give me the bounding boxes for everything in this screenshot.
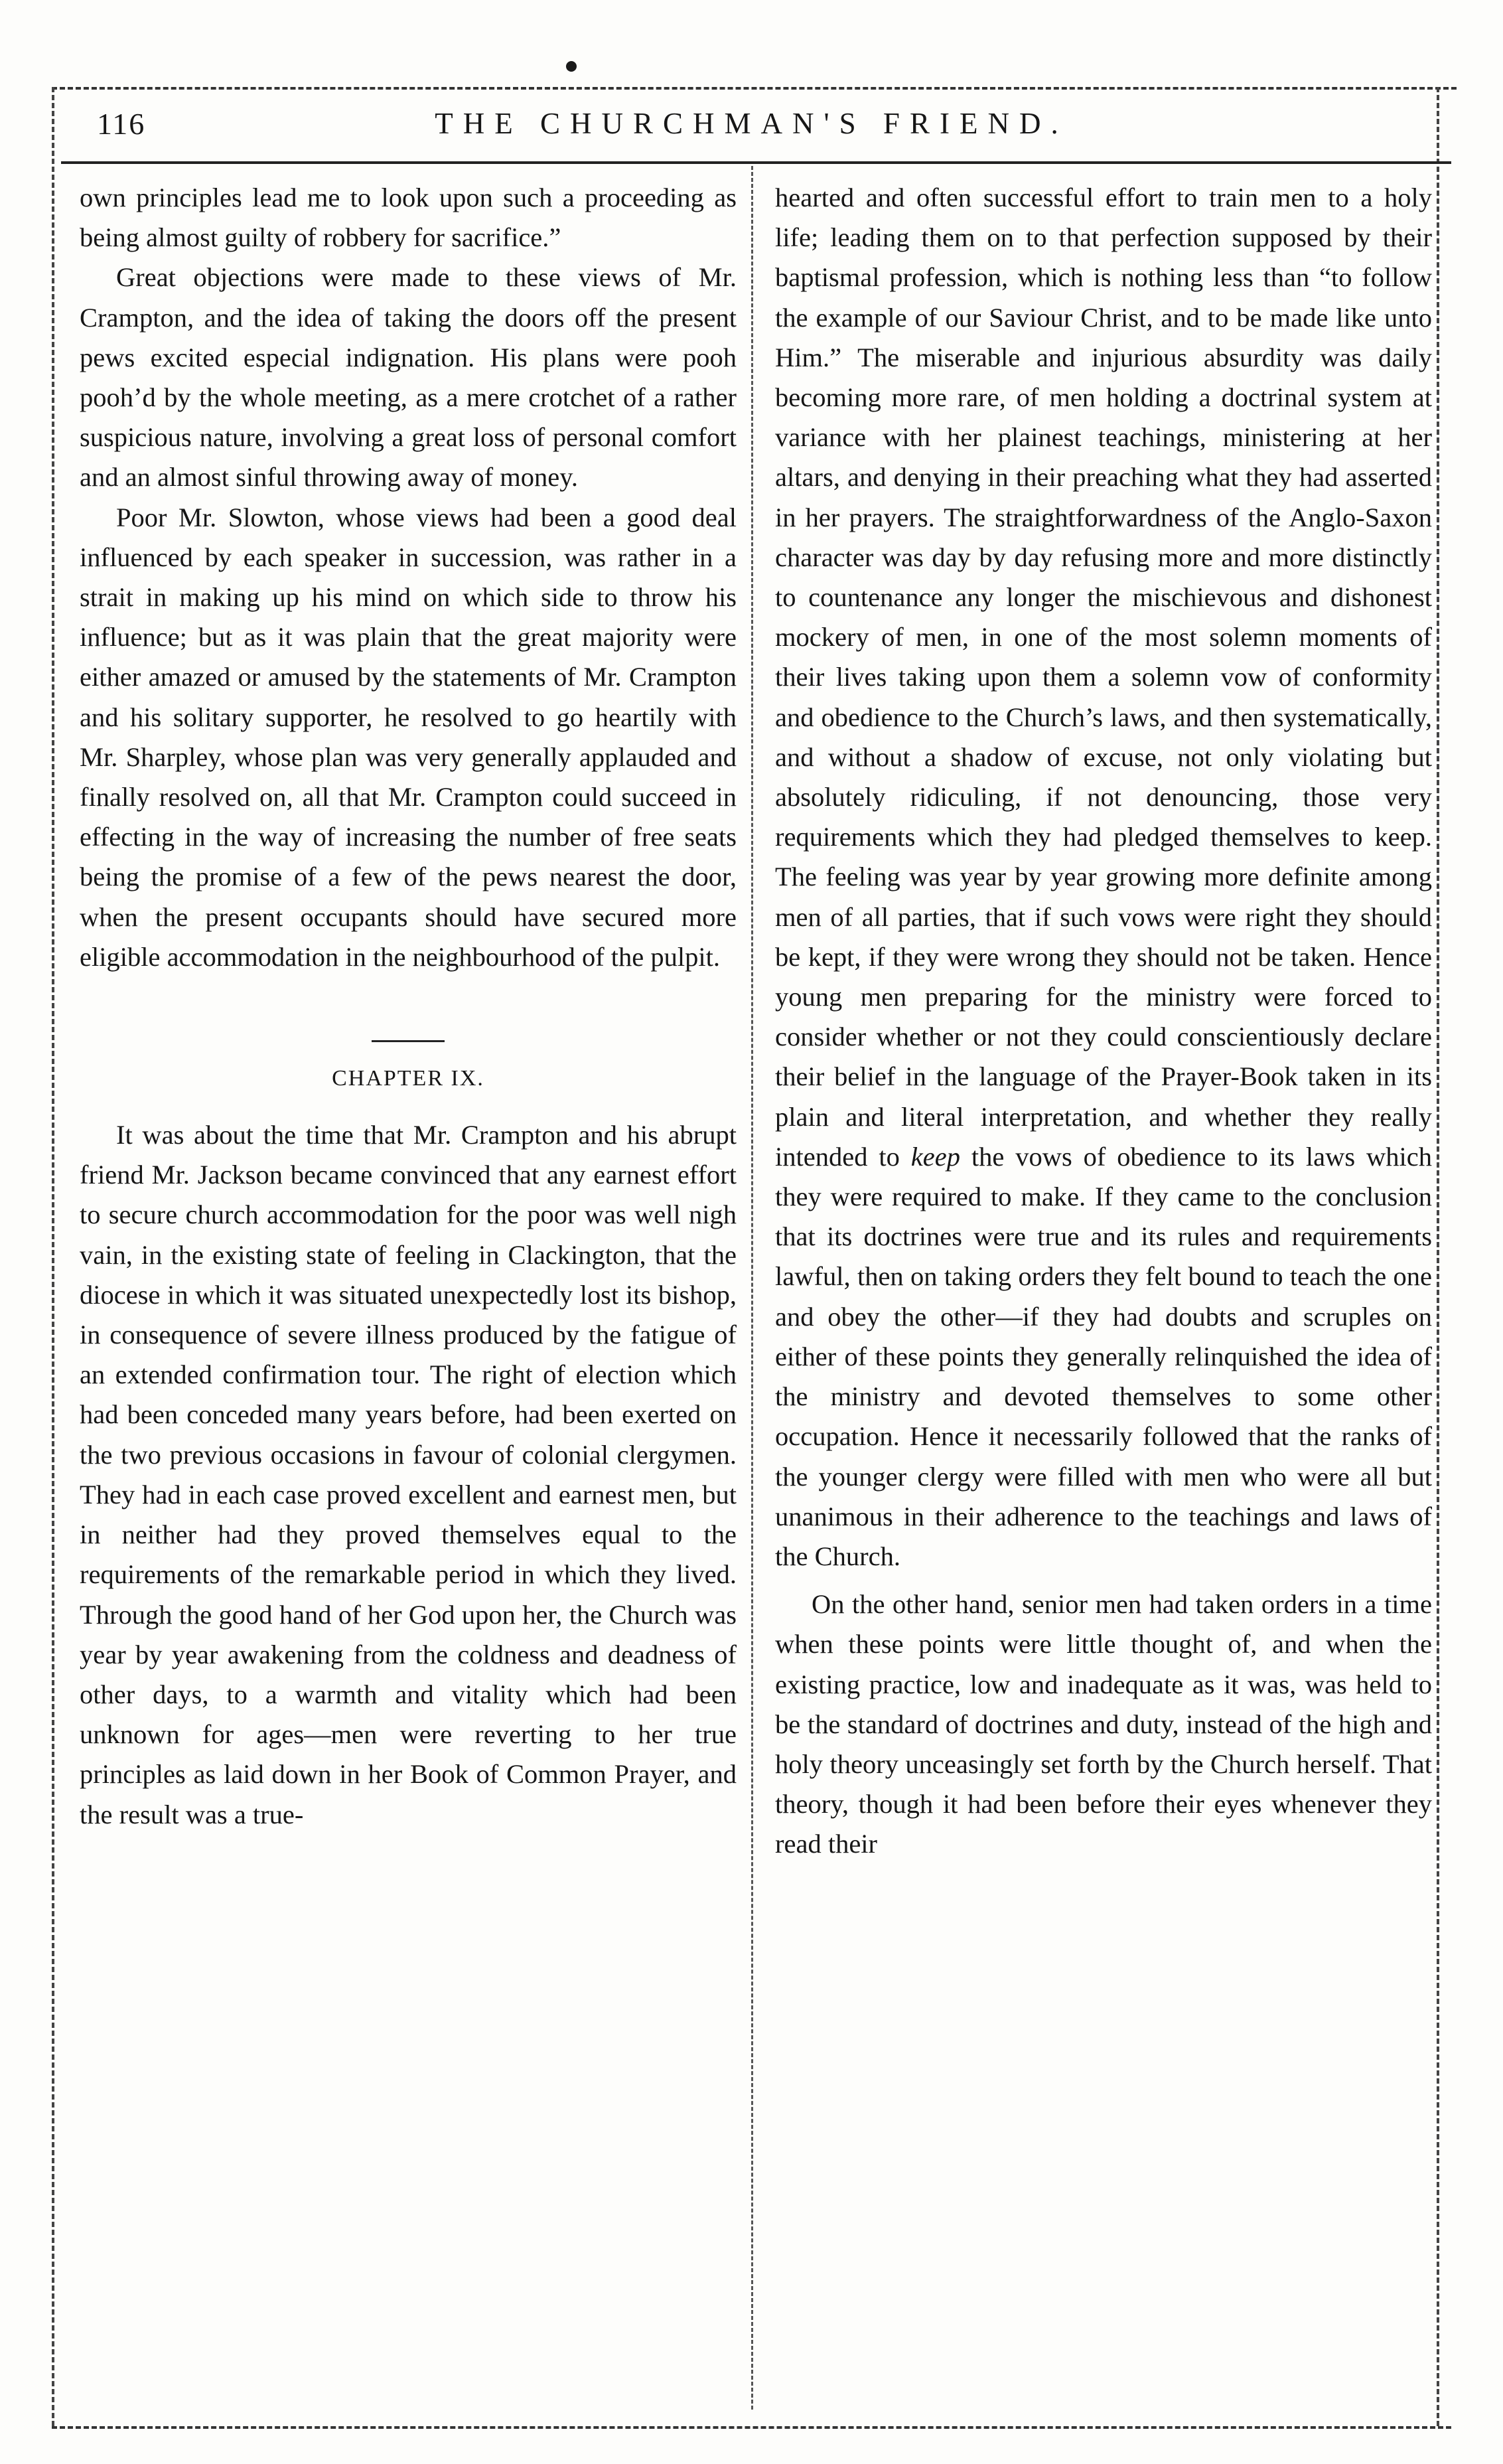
top-border xyxy=(52,87,1457,90)
left-column xyxy=(80,178,737,1835)
running-title: THE CHURCHMAN'S FRIEND. xyxy=(435,107,1068,140)
paragraph xyxy=(775,178,1432,1577)
header-rule xyxy=(61,161,1451,164)
chapter-heading: CHAPTER IX. xyxy=(332,1066,484,1091)
paragraph: Great objections were made to these views of Mr. Crampton, and the idea of taking the doors off the present pews excited especial indignation. His plans were pooh pooh’d by the whole meeting, as a mere crotchet of a rather suspicious nature, involving a great loss of personal comfort and an almost sinful throwing away of money. xyxy=(80,262,737,493)
print-mark xyxy=(566,61,577,72)
paragraph: Poor Mr. Slowton, whose views had been a good deal influenced by each speaker in succession, was rather in a strait in making up his mind on which side to throw his influence; but as it was plain that the great majority were either amazed or amused by the statements of Mr. Crampton and his solitary supporter, he resolved to go heartily with Mr. Sharpley, whose plan was very generally applauded and finally resolved on, all that Mr. Crampton could succeed in effecting in the way of increasing the number of free seats being the promise of a few of the pews nearest the door, when the present occupants should have secured more eligible accommodation in the neighbourhood of the pulpit. xyxy=(80,502,737,972)
bottom-border xyxy=(52,2426,1451,2429)
page-header xyxy=(64,106,1439,154)
emphasis-text: keep xyxy=(910,1141,960,1172)
page-number: 116 xyxy=(97,107,146,141)
chapter-separator xyxy=(372,1040,445,1042)
paragraph-text: the vows of obedience to its laws which they were required to make. If they came to the conclusion that its doctrines were true and its rules and requirements lawful, then on taking orders they felt bound to teach the one and obey the other—if they had doubts and scruples on either of these points they generally relinquished the idea of the ministry and devoted themselves to some other occupation. Hence it necessarily followed that the ranks of the younger clergy were filled with men who were all but unanimous in their adherence to the teachings and laws of the Church. xyxy=(775,1141,1433,1571)
paragraph: own principles lead me to look upon such a proceeding as being almost guilty of robbery for sacrifice.” xyxy=(80,183,737,253)
paragraph-text: hearted and often successful effort to train men to a holy life; leading them on to that perfection supposed by their baptismal profession, which is nothing less than “to follow the example of our Saviour Christ, and to be made like unto Him.” The miserable and injurious absurdity was daily becoming more rare, of men holding a doctrinal system at variance with her plainest teachings, ministering at her altars, and denying in their preaching what they had asserted in her prayers. The straightforwardness of the Anglo-Saxon character was day by day refusing more and more distinctly to countenance any longer the mischievous and dishonest mockery of men, in one of the most solemn moments of their lives taking upon them a solemn vow of conformity and obedience to the Church’s laws, and then systematically, and without a shadow of excuse, not only violating but absolutely ridiculing, if not denouncing, those very requirements which they had pledged themselves to keep. The feeling was year by year growing more definite among men of all parties, that if such vows were right they should be kept, if they were wrong they should not be taken. Hence young men preparing for the ministry were forced to consider whether or not they could conscientiously declare their belief in the language of the Prayer-Book taken in its plain and literal interpretation, and whether they really intended to xyxy=(775,183,1432,1172)
right-column xyxy=(775,178,1432,1865)
right-border xyxy=(1437,87,1439,2426)
paragraph: It was about the time that Mr. Crampton and his abrupt friend Mr. Jackson became convinced that any earnest effort to secure church accommodation for the poor was well nigh vain, in the existing state of feeling in Clackington, that the diocese in which it was situated unexpectedly lost its bishop, in consequence of severe illness produced by the fatigue of an extended confirmation tour. The right of election which had been conceded many years before, had been exerted on the two previous occasions in favour of colonial clergymen. They had in each case proved excellent and earnest men, but in neither had they proved themselves equal to the requirements of the remarkable period in which they lived. Through the good hand of her God upon her, the Church was year by year awakening from the coldness and deadness of other days, to a warmth and vitality which had been unknown for ages—men were reverting to her true principles as laid down in her Book of Common Prayer, and the result was a true- xyxy=(80,1120,737,1829)
left-border xyxy=(52,87,54,2426)
paragraph: On the other hand, senior men had taken orders in a time when these points were little thought of, and when the existing practice, low and inadequate as it was, was held to be the standard of doctrines and duty, instead of the high and holy theory unceasingly set forth by the Church herself. That theory, though it had been before their eyes whenever they read their xyxy=(775,1589,1432,1859)
column-divider xyxy=(751,166,753,2410)
